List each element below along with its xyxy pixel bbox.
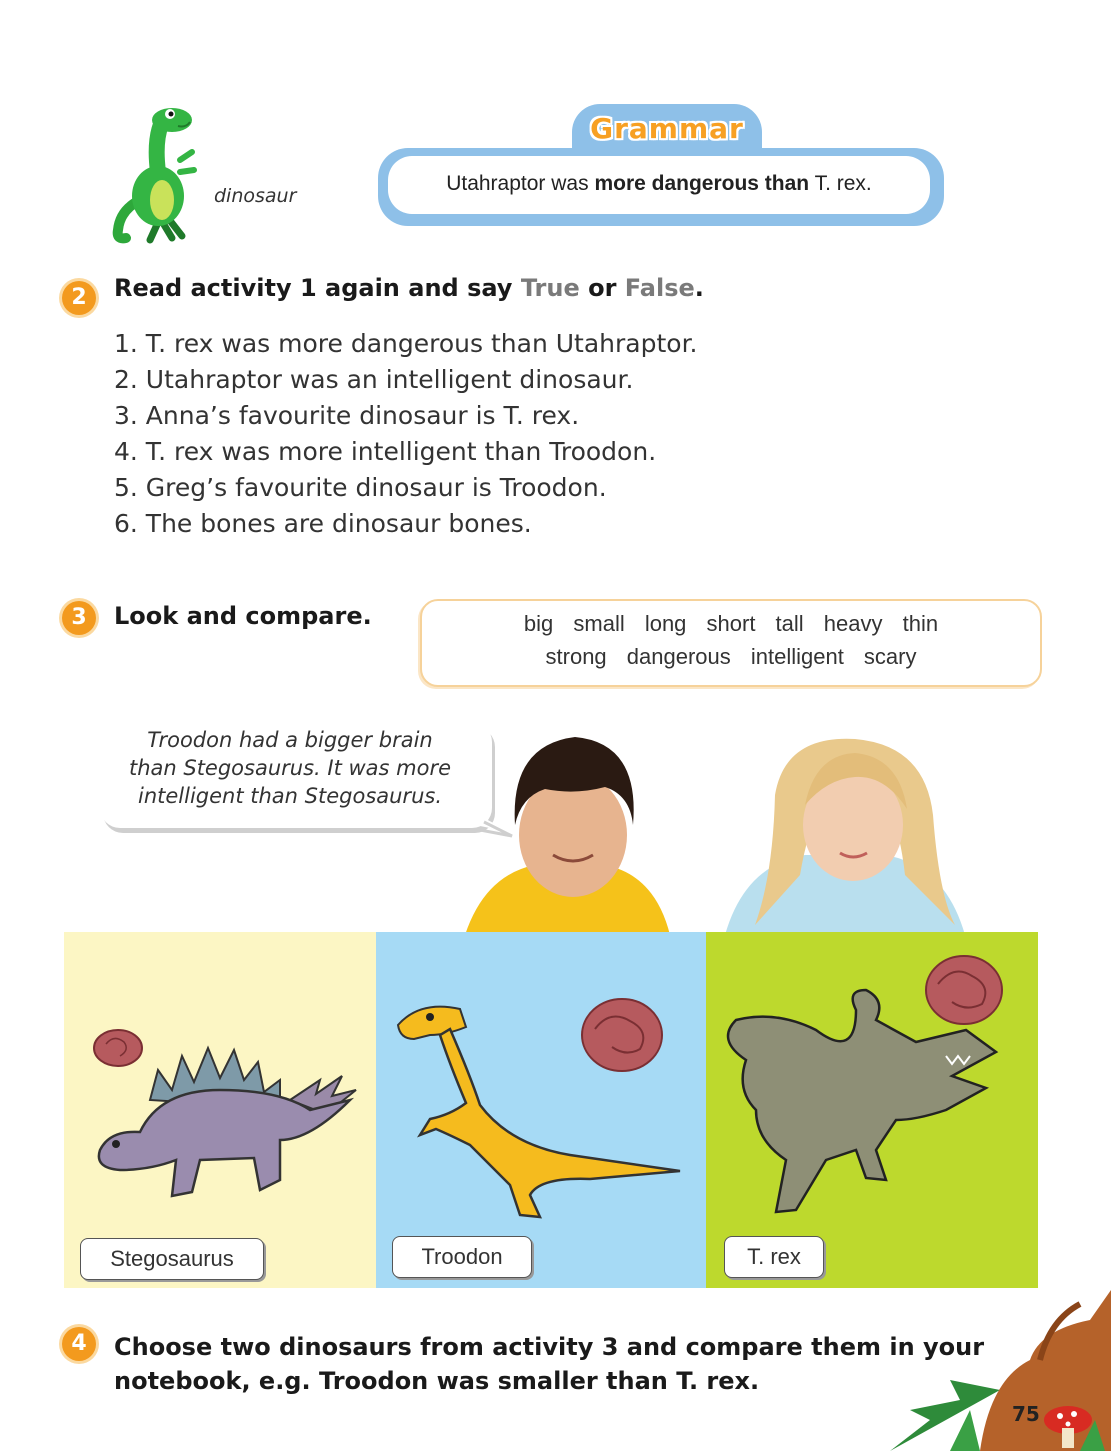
trex-illustration [716, 950, 1006, 1230]
bubble-line: than Stegosaurus. It was more [128, 756, 452, 780]
word-bank [420, 599, 1042, 687]
grammar-text-bold: more dangerous than [594, 172, 810, 195]
trex-label: T. rex [724, 1236, 824, 1278]
children-photo [455, 725, 1015, 935]
list-item: 4. T. rex was more intelligent than Troodon. [114, 437, 657, 466]
troodon-illustration [390, 995, 690, 1225]
page-number: 75 [1012, 1402, 1040, 1426]
corner-tree-decoration [890, 1290, 1111, 1451]
activity-2-number: 2 [62, 281, 96, 315]
green-dinosaur-illustration [110, 100, 200, 245]
activity-2-heading-text: Read activity 1 again and say [114, 274, 521, 302]
dinosaur-label: dinosaur [214, 185, 297, 207]
or-word: or [579, 274, 625, 302]
activity-4-instruction [114, 1330, 994, 1398]
grammar-example [388, 172, 930, 196]
list-item: 3. Anna’s favourite dinosaur is T. rex. [114, 401, 580, 430]
activity-4-number: 4 [62, 1327, 96, 1361]
bubble-line: intelligent than Stegosaurus. [137, 784, 442, 808]
grammar-text-after: T. rex. [809, 172, 872, 195]
activity-3-number: 3 [62, 601, 96, 635]
word-bank-row-2: strong dangerous intelligent scary [545, 644, 917, 669]
true-word: True [520, 274, 580, 302]
activity-3-heading: Look and compare. [114, 602, 372, 630]
list-item: 6. The bones are dinosaur bones. [114, 509, 532, 538]
activity-2-heading [114, 274, 704, 302]
activity-2-list [114, 326, 698, 542]
list-item: 5. Greg’s favourite dinosaur is Troodon. [114, 473, 607, 502]
stegosaurus-illustration [80, 1020, 360, 1210]
false-word: False [624, 274, 695, 302]
list-item: 1. T. rex was more dangerous than Utahraptor. [114, 329, 698, 358]
heading-end: . [694, 274, 704, 302]
stegosaurus-label: Stegosaurus [80, 1238, 264, 1280]
grammar-text-before: Utahraptor was [446, 172, 595, 195]
troodon-label: Troodon [392, 1236, 532, 1278]
bubble-line: Troodon had a bigger brain [147, 728, 433, 752]
word-bank-row-1: big small long short tall heavy thin [523, 611, 939, 636]
activity-4-line: notebook, e.g. Troodon was smaller than T. rex. [114, 1367, 760, 1395]
grammar-title: Grammar [590, 112, 744, 145]
activity-4-line: Choose two dinosaurs from activity 3 and compare them in your [114, 1333, 985, 1361]
list-item: 2. Utahraptor was an intelligent dinosaur. [114, 365, 634, 394]
speech-bubble-text [104, 726, 476, 810]
